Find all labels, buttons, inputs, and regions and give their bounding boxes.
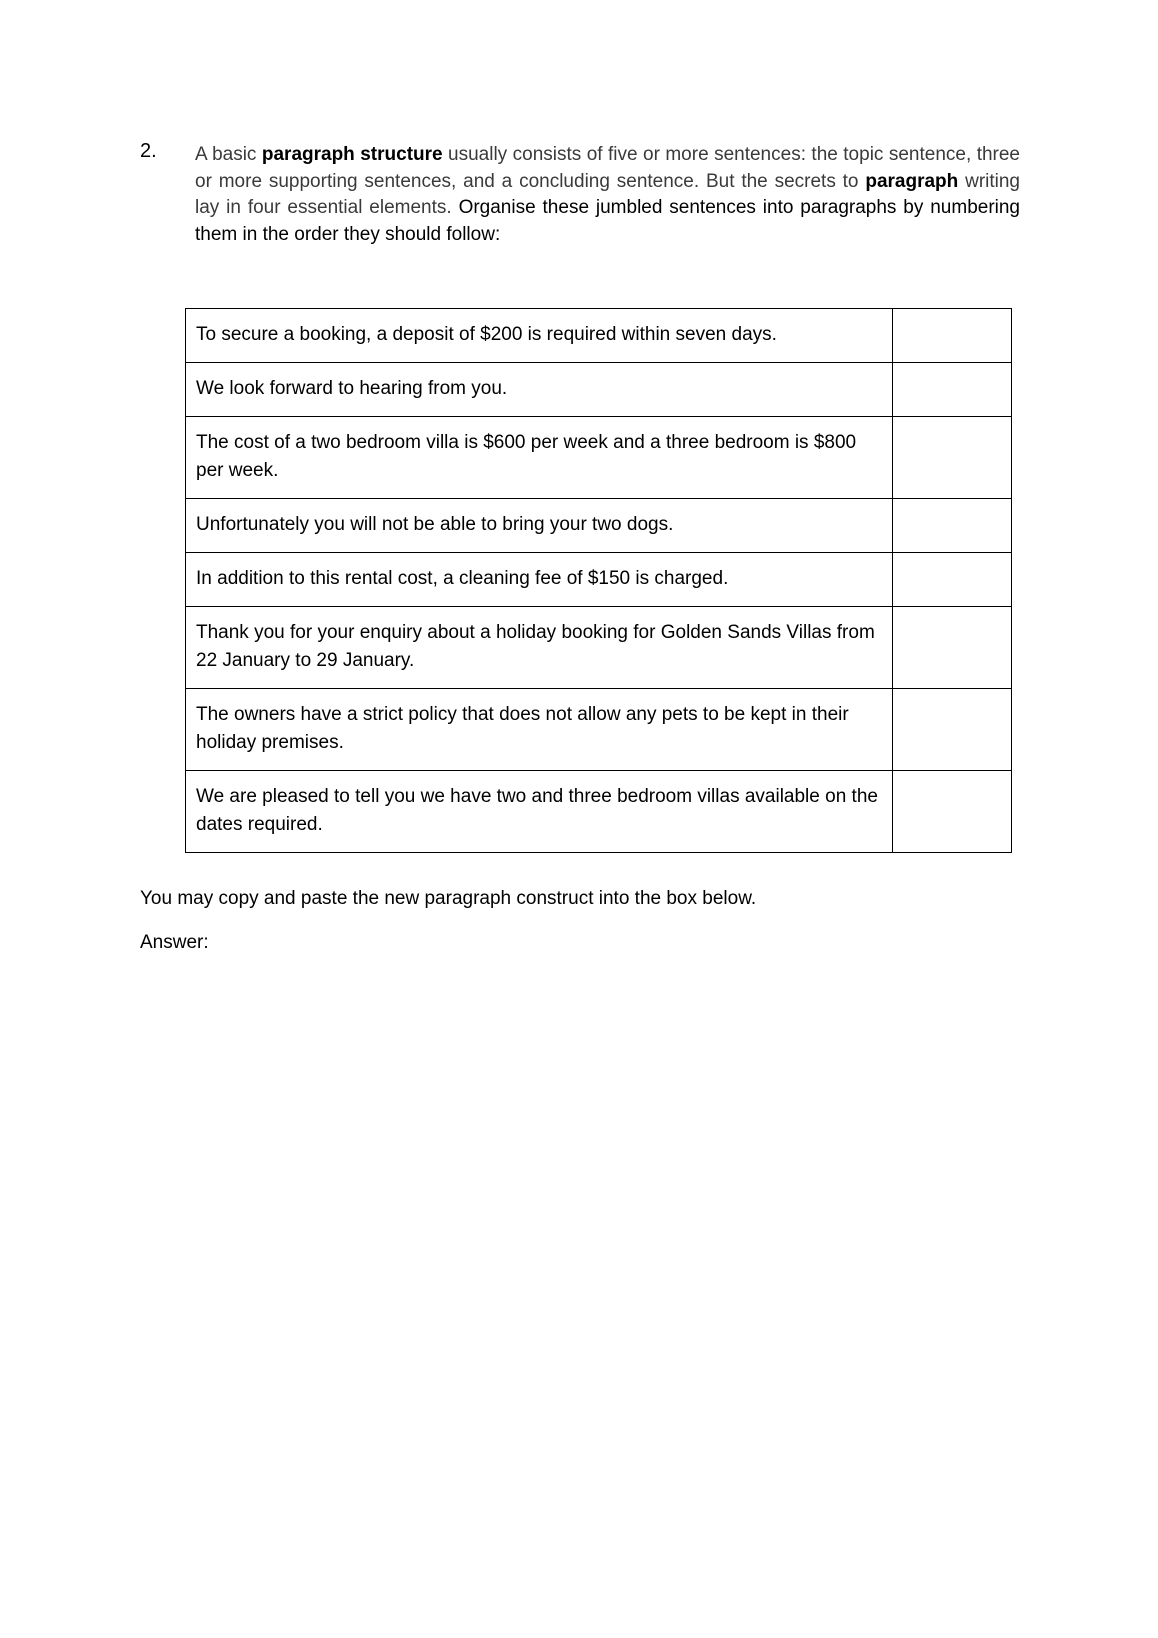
sentence-text: Unfortunately you will not be able to bring your two dogs. [186,499,893,553]
order-number-cell[interactable] [893,499,1012,553]
sentence-text: In addition to this rental cost, a cleaning fee of $150 is charged. [186,553,893,607]
sentence-text: We are pleased to tell you we have two and three bedroom villas available on the dates required. [186,771,893,853]
order-number-cell[interactable] [893,553,1012,607]
paste-instruction: You may copy and paste the new paragraph construct into the box below. [140,888,757,909]
jumbled-sentences-table [185,308,1012,853]
answer-label: Answer: [140,932,209,953]
sentence-text: The cost of a two bedroom villa is $600 per week and a three bedroom is $800 per week. [186,417,893,499]
question-intro-3: writing lay in four essential elements. [195,170,1021,218]
question-task: Organise these jumbled sentences into paragraphs by numbering them in the order they should follow: [195,197,1021,245]
sentence-row [186,689,1012,771]
sentence-text: To secure a booking, a deposit of $200 is required within seven days. [186,309,893,363]
sentence-text: We look forward to hearing from you. [186,363,893,417]
sentence-row [186,309,1012,363]
sentence-row [186,607,1012,689]
order-number-cell[interactable] [893,309,1012,363]
sentence-row [186,363,1012,417]
order-number-cell[interactable] [893,771,1012,853]
order-number-cell[interactable] [893,689,1012,771]
question-intro-2: usually consists of five or more sentences: the topic sentence, three or more supporting sentences, and a concluding sentence. But the secrets to [195,144,1020,192]
sentence-text: The owners have a strict policy that does not allow any pets to be kept in their holiday premises. [186,689,893,771]
question-bold-1: paragraph structure [261,144,443,165]
sentence-row [186,553,1012,607]
sentence-text: Thank you for your enquiry about a holiday booking for Golden Sands Villas from 22 January to 29 January. [186,607,893,689]
answer-box[interactable] [140,962,1020,1162]
sentence-row [186,417,1012,499]
question-text [195,142,1020,248]
sentence-row [186,771,1012,853]
order-number-cell[interactable] [893,607,1012,689]
question-bold-2: paragraph [865,170,959,192]
sentence-row [186,499,1012,553]
question-number: 2. [140,140,157,162]
question-intro-1: A basic [195,144,262,165]
order-number-cell[interactable] [893,363,1012,417]
order-number-cell[interactable] [893,417,1012,499]
